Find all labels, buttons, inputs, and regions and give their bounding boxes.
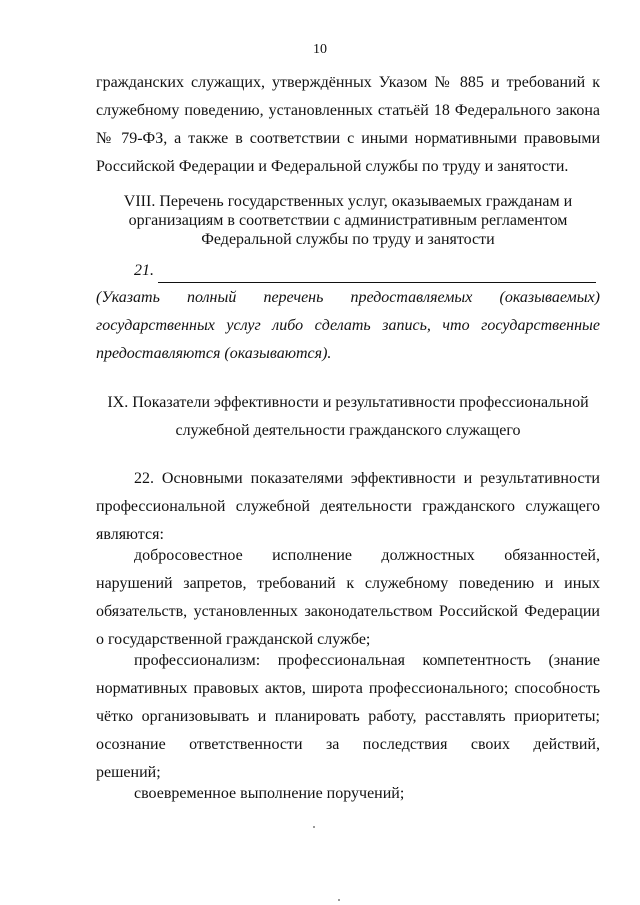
text-line: решений;	[96, 764, 161, 781]
text-line: 22. Основными показателями эффективности и результативности	[134, 470, 600, 487]
scan-speck	[338, 899, 340, 901]
heading-line: IX. Показатели эффективности и результативности профессиональной	[107, 394, 589, 411]
text-line: профессиональной служебной деятельности гражданского служащего	[96, 498, 600, 515]
heading-line: VIII. Перечень государственных услуг, оказываемых гражданам и	[123, 193, 573, 210]
text-line: своевременное выполнение поручений;	[134, 785, 405, 802]
text-line: являются:	[96, 526, 164, 543]
intro-paragraph	[96, 69, 600, 181]
heading-line: служебной деятельности гражданского служащего	[175, 422, 521, 439]
page-number: 10	[313, 42, 327, 57]
text-line: нарушений запретов, требований к служебному поведению и иных	[96, 575, 600, 592]
paragraph-professionalism	[96, 647, 600, 787]
note-line: (Указать полный перечень предоставляемых (оказываемых)	[96, 289, 600, 306]
text-line: № 79-ФЗ, а также в соответствии с иными нормативными правовыми	[96, 130, 600, 147]
section-8-heading	[96, 192, 600, 249]
text-line: о государственной гражданской службе;	[96, 631, 371, 648]
heading-line: Федеральной службы по труду и занятости	[201, 231, 495, 248]
section-8-note	[96, 284, 600, 368]
text-line: чётко организовывать и планировать работу, расставлять приоритеты;	[96, 708, 600, 725]
text-line: профессионализм: профессиональная компетентность (знание	[134, 652, 600, 669]
section-9-heading	[96, 389, 600, 445]
note-line: предоставляются (оказываются).	[96, 345, 332, 362]
paragraph-timely	[96, 780, 600, 807]
paragraph-conscientious	[96, 542, 600, 654]
text-line: добросовестное исполнение должностных обязанностей,	[134, 547, 600, 564]
paragraph-22	[96, 465, 600, 549]
text-line: осознание ответственности за последствия своих действий,	[96, 736, 600, 753]
text-line: служебному поведению, установленных статьёй 18 Федерального закона	[96, 102, 600, 119]
scan-speck	[313, 826, 315, 828]
heading-line: организациям в соответствии с административным регламентом	[128, 212, 568, 229]
text-line: гражданских служащих, утверждённых Указом № 885 и требований к	[96, 74, 600, 91]
item-21-number: 21.	[134, 262, 154, 279]
note-line: государственных услуг либо сделать запись, что государственные	[96, 317, 600, 334]
blank-fill-line	[158, 264, 596, 283]
text-line: обязательств, установленных законодательством Российской Федерации	[96, 603, 600, 620]
item-21	[134, 259, 604, 283]
text-line: Российской Федерации и Федеральной службы по труду и занятости.	[96, 158, 569, 175]
text-line: нормативных правовых актов, широта профессионального; способность	[96, 680, 600, 697]
